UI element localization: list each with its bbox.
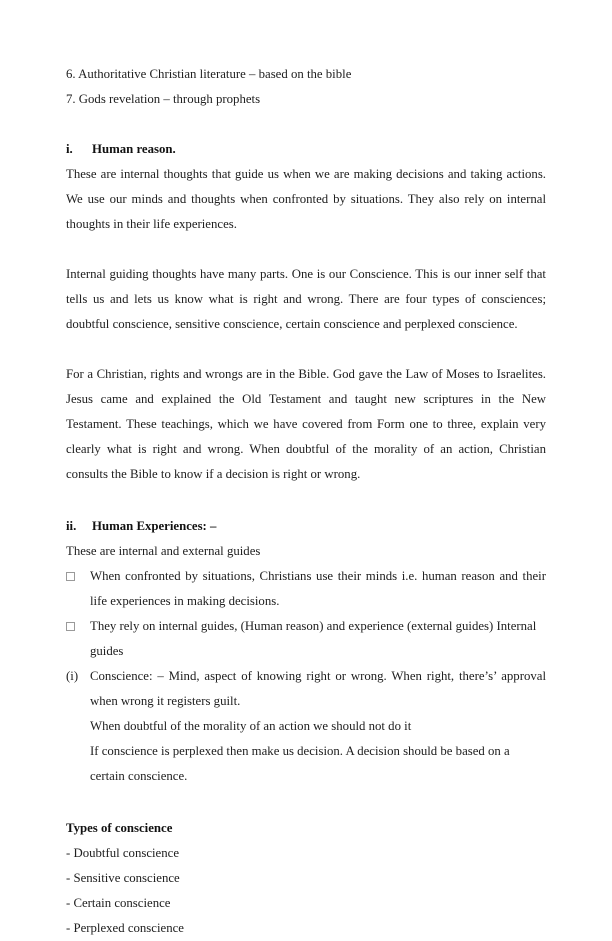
document-body [66,62,546,941]
section-heading-human-reason [66,137,546,162]
section-title-ii: Human Experiences: – [92,519,217,533]
paragraph-human-reason-1: These are internal thoughts that guide us when we are making decisions and taking actions. We use our minds and thoughts when confronted by situations. They also rely on internal thoughts in their life experiences. [66,167,546,231]
roman-list-item-conscience [66,664,546,714]
spacer [66,112,546,137]
paragraph-human-reason-2: Internal guiding thoughts have many parts. One is our Conscience. This is our inner self that tells us and lets us know what is right and wrong. There are four types of consciences; doubtful conscience, sensitive conscience, certain conscience and perplexed conscience. [66,267,546,331]
spacer [66,337,546,362]
roman-marker-i: (i) [66,669,79,683]
checkbox-list-item [66,614,546,664]
section-title-i: Human reason. [92,142,176,156]
spacer [66,237,546,262]
conscience-type-item: - Certain conscience [66,896,171,910]
section-marker-i: i. [66,142,73,156]
conscience-sub-line: When doubtful of the morality of an action we should not do it [90,719,412,733]
spacer [66,487,546,514]
checkbox-item-text: They rely on internal guides, (Human reason) and experience (external guides) Internal guides [90,619,537,658]
spacer [66,789,546,816]
conscience-type-item: - Doubtful conscience [66,846,179,860]
section-two-intro: These are internal and external guides [66,544,261,558]
checkbox-list-item [66,564,546,614]
numbered-point-7: 7. Gods revelation – through prophets [66,92,261,106]
section-heading-human-experiences [66,514,546,539]
checkbox-empty-icon[interactable] [66,614,90,639]
section-marker-ii: ii. [66,519,77,533]
types-of-conscience-heading: Types of conscience [66,821,173,835]
conscience-type-item: - Perplexed conscience [66,921,184,935]
numbered-point-6: 6. Authoritative Christian literature – based on the bible [66,67,352,81]
roman-item-text: Conscience: – Mind, aspect of knowing right or wrong. When right, there’s’ approval when wrong it registers guilt. [90,669,546,708]
checkbox-empty-icon[interactable] [66,564,90,589]
conscience-sub-line: If conscience is perplexed then make us decision. A decision should be based on a certain conscience. [90,744,510,783]
checkbox-item-text: When confronted by situations, Christians use their minds i.e. human reason and their life experiences in making decisions. [90,569,546,608]
conscience-type-item: - Sensitive conscience [66,871,180,885]
paragraph-human-reason-3: For a Christian, rights and wrongs are in the Bible. God gave the Law of Moses to Israelites. Jesus came and explained the Old Testament and taught new scriptures in the New Testament. These teachings, which we have covered from Form one to three, explain very clearly what is right and wrong. When doubtful of the morality of an action, Christian consults the Bible to know if a decision is right or wrong. [66,367,546,481]
